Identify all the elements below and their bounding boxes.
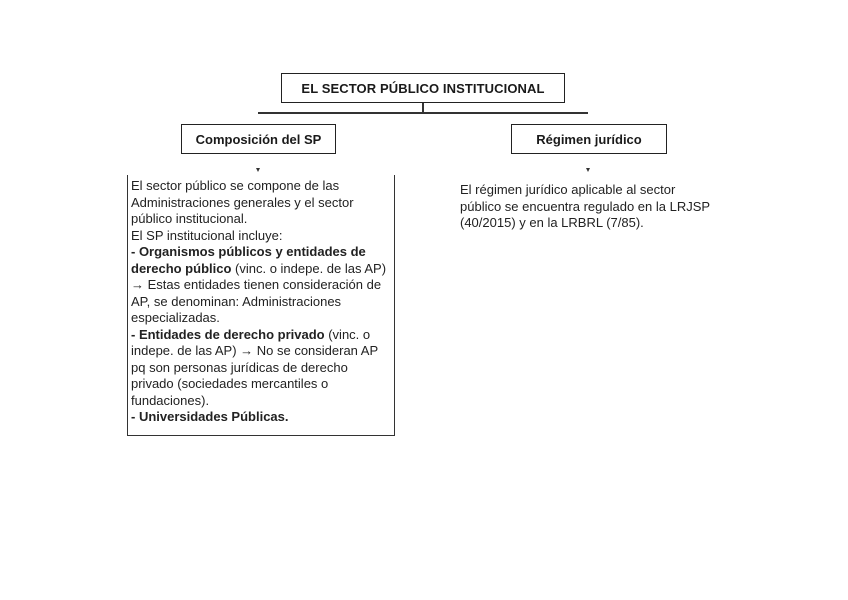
paragraph: [131, 244, 394, 327]
text-run: (vinc. o indepe. de las AP) → Estas entidades tienen consideración de AP, se denominan: Administraciones especializadas.: [131, 260, 387, 325]
connector-title-down: [422, 103, 424, 112]
legal-regime-heading: Régimen jurídico: [511, 124, 667, 154]
paragraph: [131, 327, 394, 410]
composition-content: [127, 175, 395, 436]
bold-text: - Entidades de derecho privado: [131, 326, 325, 342]
text-run: El sector público se compone de las Administraciones generales y el sector público institucional.: [131, 178, 354, 226]
bold-text: - Organismos públicos y entidades de derecho público: [131, 244, 366, 276]
paragraph: [131, 409, 394, 426]
legal-regime-content: [460, 182, 720, 232]
text-run: El régimen jurídico aplicable al sector público se encuentra regulado en la LRJSP (40/2015) y en la LRBRL (7/85).: [460, 182, 710, 230]
connector-horizontal: [258, 112, 588, 114]
composition-heading: Composición del SP: [181, 124, 336, 154]
paragraph: [131, 228, 394, 245]
paragraph: [460, 182, 720, 232]
bold-text: - Universidades Públicas.: [131, 409, 289, 424]
right-arrow-icon: [586, 168, 590, 172]
left-arrow-icon: [256, 168, 260, 172]
diagram-title: EL SECTOR PÚBLICO INSTITUCIONAL: [281, 73, 565, 103]
text-run: (vinc. o indepe. de las AP) → No se consideran AP pq son personas jurídicas de derecho privado (sociedades mercantiles o fundaciones).: [131, 326, 378, 408]
text-run: El SP institucional incluye:: [131, 227, 283, 243]
paragraph: [131, 178, 394, 228]
